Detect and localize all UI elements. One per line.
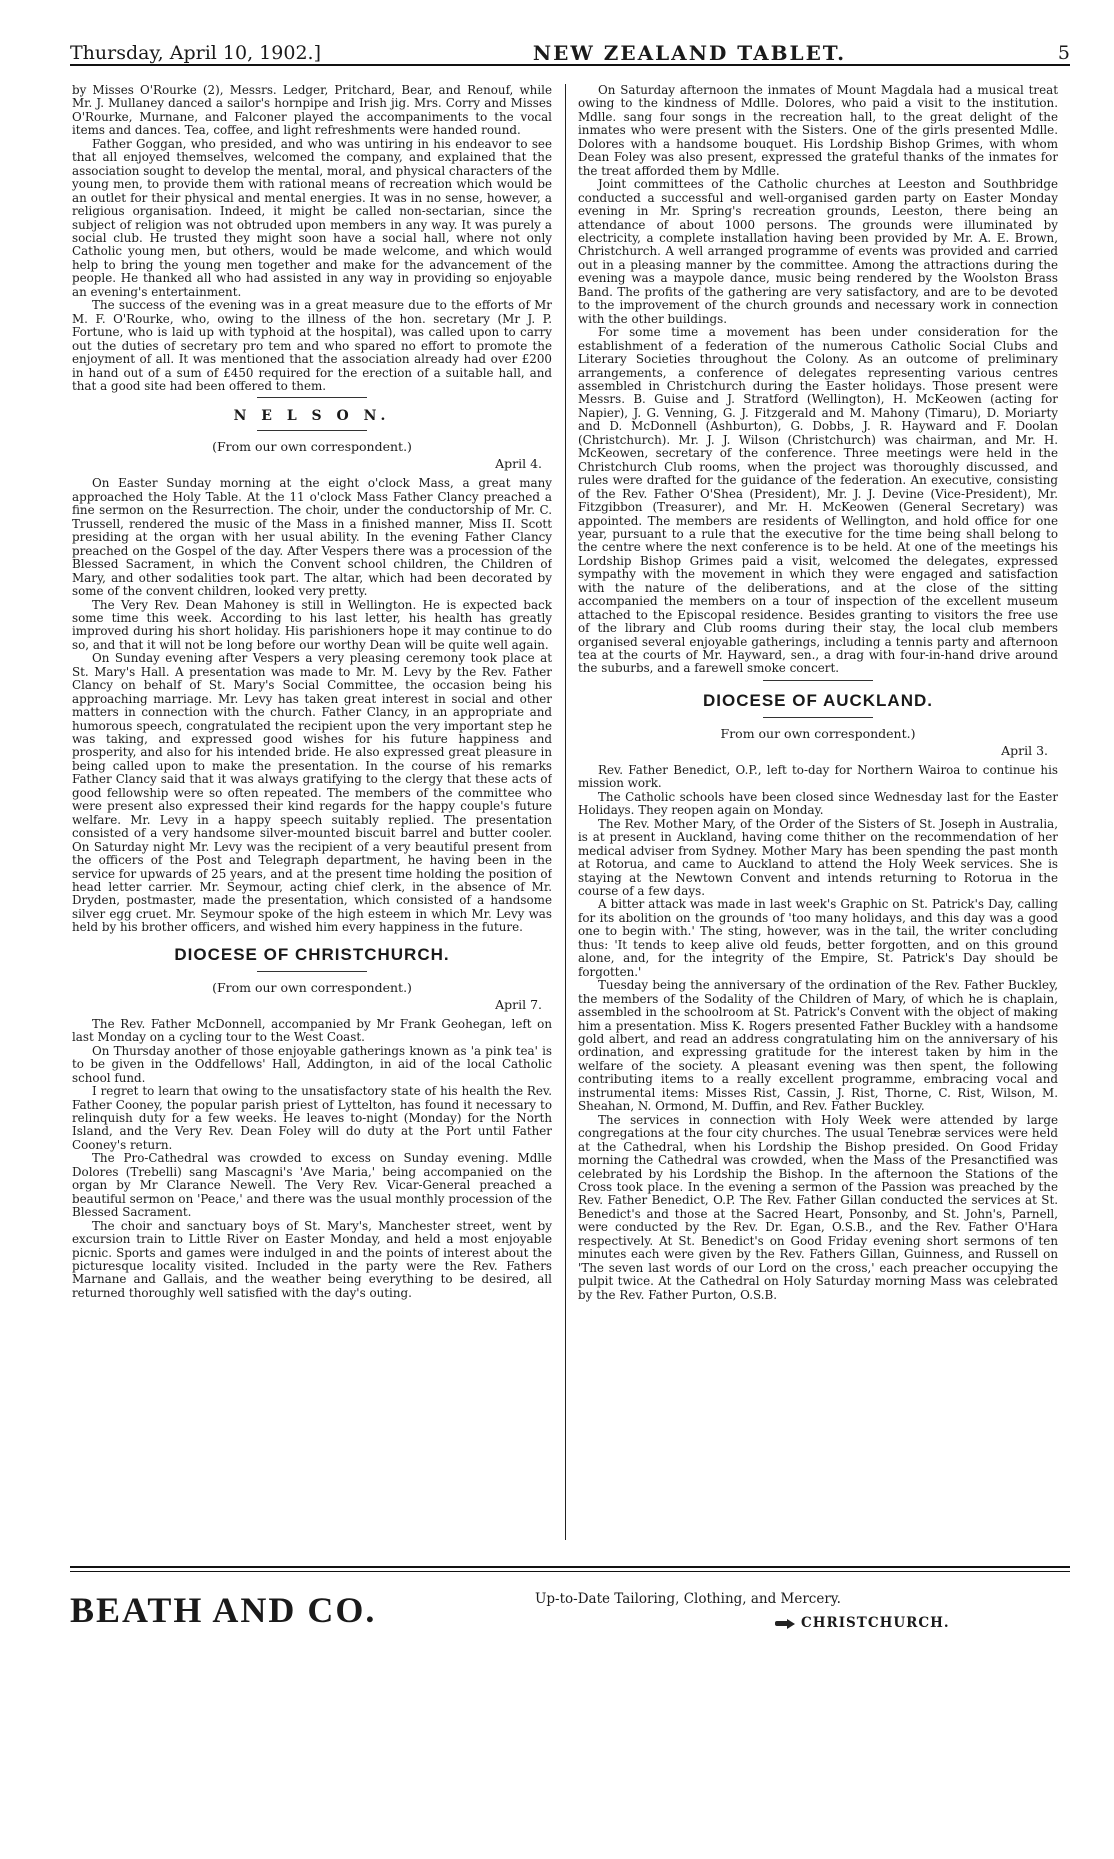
- section-title-nelson: N E L S O N.: [233, 408, 391, 425]
- article-paragraph: by Misses O'Rourke (2), Messrs. Ledger, Pritchard, Bear, and Renouf, while Mr. J. Mullaney danced a sailor's hornpipe and Irish jig. Mrs. Corry and Misses O'Rourke, Murnane, and Falconer played the accompaniments to the vocal items and dances. Tea, coffee, and light refreshments were handed round.: [72, 84, 552, 138]
- column-divider: [565, 84, 566, 1540]
- section-rule: [257, 397, 367, 398]
- footer-rule-thin: [70, 1571, 1070, 1572]
- article-paragraph: A bitter attack was made in last week's Graphic on St. Patrick's Day, calling for its abolition on the grounds of 'too many holidays, and this day was a good one to begin with.' The sting, however, was in the tail, the writer concluding thus: 'It tends to keep alive old feuds, better forgotten, and on this ground alone, and, for the integrity of the Empire, St. Patrick's Day should be forgotten.': [578, 897, 1058, 979]
- article-paragraph: On Thursday another of those enjoyable gatherings known as 'a pink tea' is to be given in the Oddfellows' Hall, Addington, in aid of the local Catholic school fund.: [72, 1043, 552, 1085]
- footer-rule: [70, 1566, 1070, 1568]
- section-rule: [257, 430, 367, 431]
- article-paragraph: Father Goggan, who presided, and who was untiring in his endeavor to see that all enjoyed themselves, welcomed the company, and explained that the association sought to develop the mental, moral, and physical characters of the young men, to provide them with rational means of recreation which would be an outlet for their physical and mental energies. It was in no sense, however, a religious organisation. Indeed, it might be called non-sectarian, since the subject of religion was not obtruded upon members in any way. It was purely a social club. He trusted they might soon have a social hall, where not only Catholic young men, but others, would be made welcome, and which would help to bring the young men together and make for the advancement of the people. He thanked all who had assisted in any way in providing so enjoyable an evening's entertainment.: [72, 136, 552, 299]
- dateline: April 4.: [495, 456, 542, 472]
- left-column: [72, 84, 552, 1540]
- dateline: April 7.: [495, 996, 542, 1012]
- section-rule: [257, 971, 367, 972]
- article-paragraph: The success of the evening was in a great measure due to the efforts of Mr M. F. O'Rourke, who, owing to the illness of the hon. secretary (Mr J. P. Fortune, who is laid up with typhoid at the hospital), was called upon to carry out the duties of secretary pro tem and who spared no effort to promote the enjoyment of all. It was mentioned that the association already had over £200 in hand out of a sum of £450 required for the erection of a suitable hall, and that a good site had been offered to them.: [72, 298, 552, 393]
- advertiser-name: BEATH AND CO.: [70, 1590, 377, 1630]
- article-paragraph: The Very Rev. Dean Mahoney is still in Wellington. He is expected back some time this week. According to his last letter, his health has greatly improved during his short holiday. His parishioners hope it may continue to do so, and that it will not be long before our worthy Dean will be quite well again.: [72, 597, 552, 652]
- article-paragraph: The choir and sanctuary boys of St. Mary's, Manchester street, went by excursion train to Little River on Easter Monday, and held a most enjoyable picnic. Sports and games were indulged in and the points of interest about the picturesque locality visited. Included in the party were the Rev. Fathers Marnane and Gallais, and the weather being everything to be desired, all returned thoroughly well satisfied with the day's outing.: [72, 1218, 552, 1300]
- correspondent-line: (From our own correspondent.): [212, 439, 412, 455]
- article-paragraph: The Pro-Cathedral was crowded to excess on Sunday evening. Mdlle Dolores (Trebelli) sang Mascagni's 'Ave Maria,' being accompanied on the organ by Mr Clarance Newell. The Very Rev. Vicar-General preached a beautiful sermon on 'Peace,' and there was the usual monthly procession of the Blessed Sacrament.: [72, 1151, 552, 1220]
- issue-date: Thursday, April 10, 1902.]: [70, 42, 321, 64]
- article-paragraph: The Catholic schools have been closed since Wednesday last for the Easter Holidays. They reopen again on Monday.: [578, 789, 1058, 818]
- article-paragraph: Joint committees of the Catholic churches at Leeston and Southbridge conducted a successful and well-organised garden party on Easter Monday evening in Mr. Spring's recreation grounds, Leeston, there being an attendance of about 1000 persons. The grounds were illuminated by electricity, a complete installation having been provided by Mr. A. E. Brown, Christchurch. A well arranged programme of events was provided and carried out in a pleasing manner by the committee. Among the attractions during the evening was a maypole dance, music being rendered by the Woolston Brass Band. The profits of the gathering are very satisfactory, and are to be devoted to the improvement of the church grounds and necessary work in connection with the other buildings.: [578, 177, 1058, 326]
- advertiser-city-line: [775, 1615, 950, 1631]
- correspondent-line: From our own correspondent.): [720, 725, 916, 741]
- page-header: [70, 38, 1070, 64]
- article-paragraph: On Saturday afternoon the inmates of Mount Magdala had a musical treat owing to the kindness of Mdlle. Dolores, who paid a visit to the institution. Mdlle. sang four songs in the recreation hall, to the great delight of the inmates who were present with the Sisters. One of the girls presented Mdlle. Dolores with a handsome bouquet. His Lordship Bishop Grimes, with whom Dean Foley was also present, expressed the grateful thanks of the inmates for the treat afforded them by Mdlle.: [578, 84, 1058, 178]
- article-paragraph: Tuesday being the anniversary of the ordination of the Rev. Father Buckley, the members of the Sodality of the Children of Mary, of which he is chaplain, assembled in the schoolroom at St. Patrick's Convent with the object of making him a presentation. Miss K. Rogers presented Father Buckley with a handsome gold albert, and read an address congratulating him on the anniversary of his ordination, and expressing gratitude for the interest taken by him in the welfare of the society. A pleasant evening was then spent, the following contributing items to a really excellent programme, embracing vocal and instrumental items: Misses Rist, Cassin, J. Rist, Thorne, C. Rist, Wilson, M. Sheahan, N. Ormond, M. Duffin, and Rev. Father Buckley.: [578, 978, 1058, 1114]
- page-number: 5: [1057, 42, 1070, 64]
- article-paragraph: On Easter Sunday morning at the eight o'clock Mass, a great many approached the Holy Table. At the 11 o'clock Mass Father Clancy preached a fine sermon on the Resurrection. The choir, under the conductorship of Mr. C. Trussell, rendered the music of the Mass in a finished manner, Miss II. Scott presiding at the organ with her usual ability. In the evening Father Clancy preached on the Gospel of the day. After Vespers there was a procession of the Blessed Sacrament, in which the Convent school children, the Children of Mary, and other sodalities took part. The altar, which had been decorated by some of the convent children, looked very pretty.: [72, 476, 552, 599]
- advertisement: [70, 1585, 1070, 1645]
- article-paragraph: On Sunday evening after Vespers a very pleasing ceremony took place at St. Mary's Hall. A presentation was made to Mr. M. Levy by the Rev. Father Clancy on behalf of St. Mary's Social Committee, the occasion being his approaching marriage. Mr. Levy has taken great interest in social and other matters in connection with the church. Father Clancy, in an appropriate and humorous speech, congratulated the recipient upon the very important step he was taking, and expressed good wishes for his future happiness and prosperity, and also for his intended bride. He also expressed great pleasure in being called upon to make the presentation. In the course of his remarks Father Clancy said that it was always gratifying to the clergy that these acts of good fellowship were so often repeated. The members of the committee who were present also expressed their kind regards for the happy couple's future welfare. Mr. Levy in a happy speech suitably replied. The presentation consisted of a very handsome silver-mounted biscuit barrel and butter cooler. On Saturday night Mr. Levy was the recipient of a very beautiful present from the officers of the Post and Telegraph department, he having been in the service for upwards of 25 years, and at the present time holding the position of head letter carrier. Mr. Seymour, acting chief clerk, in the absence of Mr. Dryden, postmaster, made the presentation, which consisted of a handsome silver egg cruet. Mr. Seymour spoke of the high esteem in which Mr. Levy was held by his brother officers, and wished him every happiness in the future.: [72, 651, 552, 935]
- section-title-auckland: DIOCESE OF AUCKLAND.: [703, 690, 933, 710]
- publication-title: NEW ZEALAND TABLET.: [532, 41, 847, 65]
- article-paragraph: For some time a movement has been under consideration for the establishment of a federation of the numerous Catholic Social Clubs and Literary Societies throughout the Colony. As an outcome of preliminary arrangements, a conference of delegates representing various centres assembled in Christchurch during the Easter holidays. Those present were Messrs. B. Guise and J. Stratford (Wellington), H. McKeowen (acting for Napier), J. G. Venning, G. J. Fitzgerald and M. Mahony (Timaru), D. Moriarty and D. McDonnell (Ashburton), G. Dobbs, J. R. Hayward and F. Doolan (Christchurch). Mr. J. J. Wilson (Christchurch) was chairman, and Mr. H. McKeowen, secretary of the conference. Three meetings were held in the Christchurch Club rooms, when the project was thoroughly discussed, and rules were drafted for the guidance of the federation. An executive, consisting of the Rev. Father O'Shea (President), Mr. J. J. Devine (Vice-President), Mr. Fitzgibbon (Treasurer), and Mr. H. McKeowen (General Secretary) was appointed. The members are residents of Wellington, and hold office for one year, pursuant to a rule that the executive for the time being shall belong to the centre where the next conference is to be held. At one of the meetings his Lordship Bishop Grimes paid a visit, welcomed the delegates, expressed sympathy with the movement in which they were engaged and satisfaction with the nature of the deliberations, and at the close of the sitting accompanied the members on a tour of inspection of the excellent museum attached to the Episcopal residence. Besides granting to visitors the free use of the library and Club rooms during their stay, the local club members organised several enjoyable gatherings, including a tennis party and afternoon tea at the courts of Mr. Hayward, sen., a drag with four-in-hand drive around the suburbs, and a farewell smoke concert.: [578, 325, 1058, 676]
- correspondent-line: (From our own correspondent.): [212, 979, 412, 995]
- advertiser-tagline: Up-to-Date Tailoring, Clothing, and Mercery.: [535, 1591, 841, 1607]
- article-paragraph: Rev. Father Benedict, O.P., left to-day for Northern Wairoa to continue his mission work.: [578, 762, 1058, 791]
- article-paragraph: The Rev. Mother Mary, of the Order of the Sisters of St. Joseph in Australia, is at present in Auckland, having come thither on the recommendation of her medical adviser from Sydney. Mother Mary has been spending the past month at Rotorua, and came to Auckland to attend the Holy Week services. She is staying at the Newtown Convent and intends returning to Rotorua in the course of a few days.: [578, 816, 1058, 899]
- header-rule: [70, 64, 1070, 66]
- section-rule: [763, 680, 873, 681]
- section-title-christchurch: DIOCESE OF CHRISTCHURCH.: [174, 944, 450, 964]
- section-rule: [763, 717, 873, 718]
- advertiser-city: CHRISTCHURCH.: [801, 1615, 950, 1631]
- dateline: April 3.: [1001, 742, 1048, 758]
- right-column: [578, 84, 1058, 1540]
- article-paragraph: The Rev. Father McDonnell, accompanied by Mr Frank Geohegan, left on last Monday on a cycling tour to the West Coast.: [72, 1016, 552, 1045]
- pointing-hand-icon: [775, 1618, 795, 1628]
- article-paragraph: The services in connection with Holy Week were attended by large congregations at the four city churches. The usual Tenebræ services were held at the Cathedral, when his Lordship the Bishop presided. On Good Friday morning the Cathedral was crowded, when the Mass of the Presanctified was celebrated by his Lordship the Bishop. In the afternoon the Stations of the Cross took place. In the evening a sermon of the Passion was preached by the Rev. Father Benedict, O.P. The Rev. Father Gillan conducted the services at St. Benedict's and those at the Sacred Heart, Ponsonby, and St. John's, Parnell, were conducted by the Rev. Dr. Egan, O.S.B., and the Rev. Father O'Hara respectively. At St. Benedict's on Good Friday evening short sermons of ten minutes each were given by the Rev. Fathers Gillan, Guinness, and Russell on 'The seven last words of our Lord on the cross,' each preacher occupying the pulpit twice. At the Cathedral on Holy Saturday morning Mass was celebrated by the Rev. Father Purton, O.S.B.: [578, 1112, 1058, 1302]
- article-paragraph: I regret to learn that owing to the unsatisfactory state of his health the Rev. Father Cooney, the popular parish priest of Lyttelton, has found it necessary to relinquish duty for a few weeks. He leaves to-night (Monday) for the North Island, and the Very Rev. Dean Foley will do duty at the Port until Father Cooney's return.: [72, 1084, 552, 1152]
